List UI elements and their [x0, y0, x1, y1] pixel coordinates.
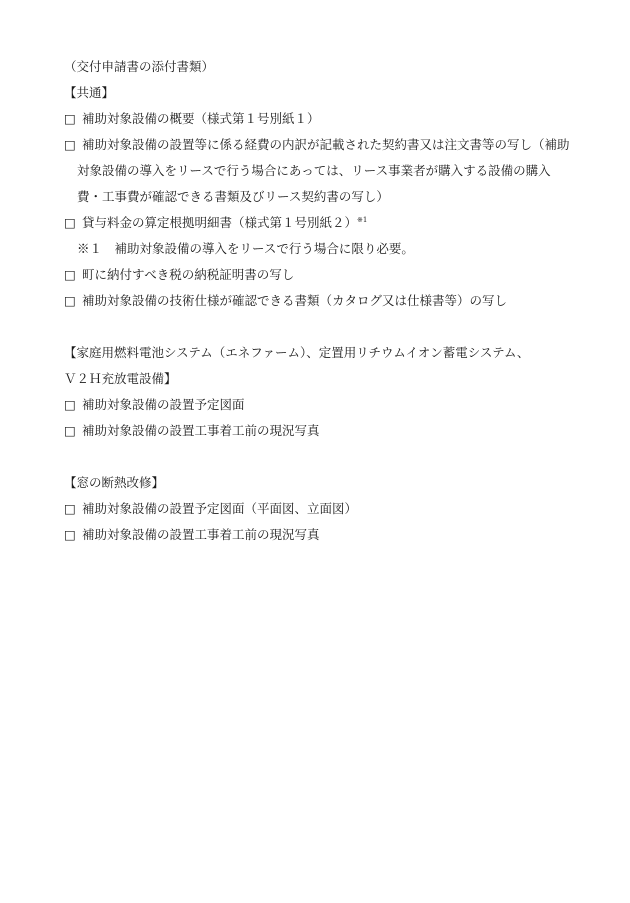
list-item: □ 補助対象設備の技術仕様が確認できる書類（カタログ又は仕様書等）の写し — [64, 293, 508, 308]
checkbox-icon: □ — [64, 267, 76, 282]
list-item-continuation: 対象設備の導入をリースで行う場合にあっては、リース事業者が購入する設備の購入 — [77, 163, 551, 178]
checkbox-icon: □ — [64, 137, 76, 152]
section-title-common: 【共通】 — [64, 85, 115, 100]
section-title-fuelcell-cont: Ｖ２Ｈ充放電設備】 — [64, 371, 177, 386]
checkbox-icon: □ — [64, 293, 76, 308]
checkbox-icon: □ — [64, 215, 76, 230]
list-item: □ 補助対象設備の設置等に係る経費の内訳が記載された契約書又は注文書等の写し（補助 — [64, 137, 570, 152]
checkbox-icon: □ — [64, 423, 76, 438]
section-title-fuelcell: 【家庭用燃料電池システム（エネファーム）、定置用リチウムイオン蓄電システム、 — [64, 345, 530, 360]
list-item: □ 補助対象設備の概要（様式第１号別紙１） — [64, 111, 320, 126]
checkbox-icon: □ — [64, 111, 76, 126]
document-heading: （交付申請書の添付書類） — [64, 59, 215, 74]
list-item: □ 補助対象設備の設置予定図面 — [64, 397, 245, 412]
section-title-window: 【窓の断熱改修】 — [64, 475, 165, 490]
checkbox-icon: □ — [64, 501, 76, 516]
list-item: □ 補助対象設備の設置予定図面（平面図、立面図） — [64, 501, 358, 516]
checkbox-icon: □ — [64, 397, 76, 412]
checkbox-icon: □ — [64, 527, 76, 542]
list-item-continuation: 費・工事費が確認できる書類及びリース契約書の写し） — [77, 189, 389, 204]
footnote-text: ※１ 補助対象設備の導入をリースで行う場合に限り必要。 — [77, 241, 414, 256]
list-item: □ 補助対象設備の設置工事着工前の現況写真 — [64, 423, 320, 438]
list-item: □ 町に納付すべき税の納税証明書の写し — [64, 267, 295, 282]
footnote-mark: ※1 — [357, 216, 368, 224]
list-item: □ 補助対象設備の設置工事着工前の現況写真 — [64, 527, 320, 542]
list-item: □ 貸与料金の算定根拠明細書（様式第１号別紙２）$^{※1}$ — [64, 215, 368, 230]
